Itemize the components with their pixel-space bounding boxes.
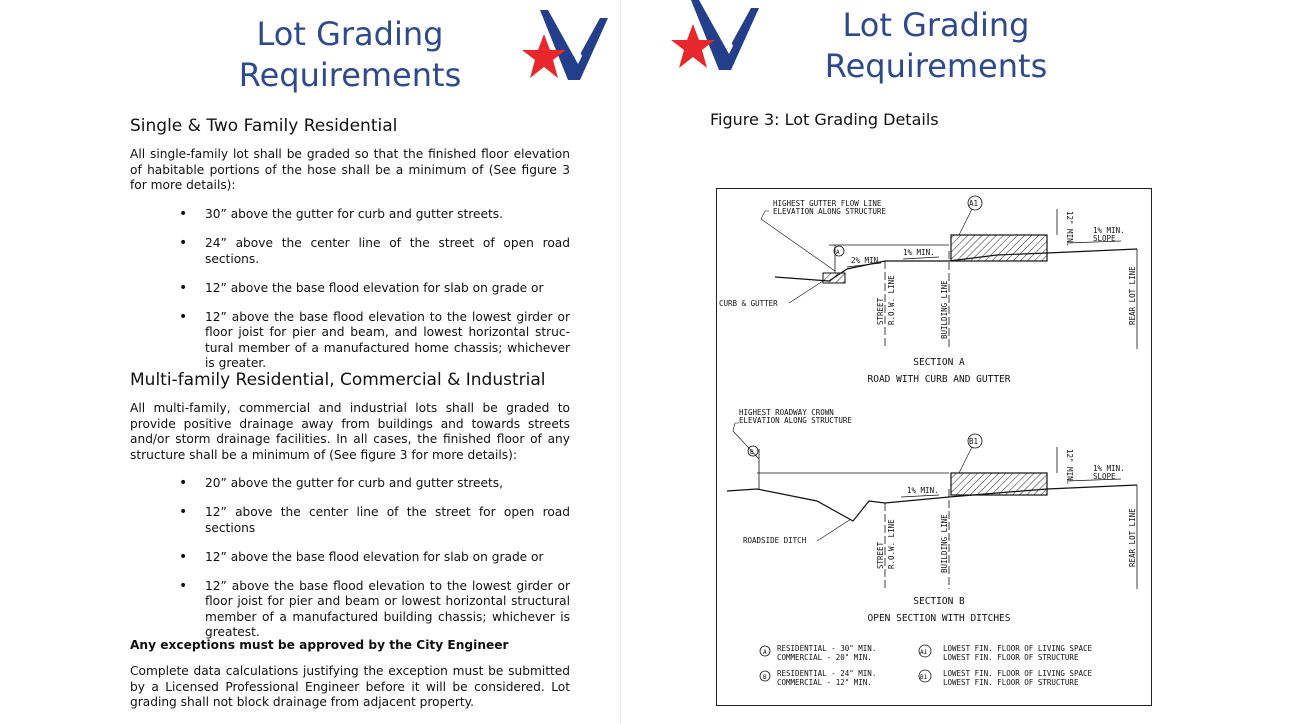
- section-a-dim-12-min: 12" MIN.: [1065, 211, 1074, 248]
- exceptions-heading: Any exceptions must be approved by the City Engineer: [130, 638, 509, 652]
- bullet-icon: •: [179, 235, 188, 251]
- section-a-marker-a1: A1: [969, 199, 979, 208]
- section-a-curb-gutter: CURB & GUTTER: [719, 299, 778, 308]
- legend-marker-a1: A1: [920, 649, 928, 656]
- section-a-callout-2: ELEVATION ALONG STRUCTURE: [773, 207, 886, 216]
- section-a-diagram: [761, 196, 1137, 349]
- section-b-callout-2: ELEVATION ALONG STRUCTURE: [739, 416, 852, 425]
- right-title-line2: Requirements: [824, 47, 1048, 85]
- legend-b1-line1: LOWEST FIN. FLOOR OF LIVING SPACE: [943, 669, 1093, 678]
- section-b-roadside-ditch: ROADSIDE DITCH: [743, 536, 807, 545]
- bullet-icon: •: [179, 504, 188, 520]
- section-b-rear-lot-line: REAR LOT LINE: [1128, 508, 1137, 567]
- legend-a1-line2: LOWEST FIN. FLOOR OF STRUCTURE: [943, 653, 1079, 662]
- city-logo-icon: [669, 0, 761, 80]
- list-item: • 12” above the center line of the street for open road sections: [179, 504, 570, 535]
- section-b-title: SECTION B: [913, 596, 965, 607]
- list-item: • 12” above the base flood elevation to the lowest girder or floor joist for pier and beam, and lowest horizontal struc-tural member of a manufactured home chassis; whichever is greater.: [179, 308, 570, 370]
- lot-grading-drawing: [716, 188, 1152, 706]
- list-item: • 30” above the gutter for curb and gutter streets.: [179, 206, 503, 222]
- section-b-slope-label: SLOPE: [1093, 472, 1116, 481]
- city-logo-icon: [518, 6, 610, 86]
- section1-bullet-list: [179, 206, 570, 385]
- bullet-icon: •: [179, 308, 188, 325]
- left-title-line1: Lot Grading: [256, 15, 444, 53]
- section-b-slope-1pct: 1% MIN.: [907, 486, 939, 495]
- left-page: [0, 0, 620, 724]
- list-item: • 20” above the gutter for curb and gutter streets,: [179, 475, 503, 491]
- section2-intro: All multi-family, commercial and industrial lots shall be graded to provide positive drainage away from buildings and towards streets and/or storm drainage facilities. In all cases, the finished floor of any structure shall be a minimum of (See figure 3 for more details):: [130, 401, 570, 462]
- section-a-rear-lot-line: REAR LOT LINE: [1128, 266, 1137, 325]
- legend-b1-line2: LOWEST FIN. FLOOR OF STRUCTURE: [943, 678, 1079, 687]
- section2-bullet-list: [179, 475, 570, 654]
- section-b-diagram: [727, 423, 1137, 589]
- legend-a1-line1: LOWEST FIN. FLOOR OF LIVING SPACE: [943, 644, 1093, 653]
- right-title-line1: Lot Grading: [842, 6, 1030, 44]
- section-a-slope-label: SLOPE: [1093, 234, 1116, 243]
- bullet-icon: •: [179, 206, 188, 222]
- legend-b-line2: COMMERCIAL - 12" MIN.: [777, 678, 872, 687]
- bullet-icon: •: [179, 548, 188, 565]
- section-b-row-line: R.O.W. LINE: [887, 519, 896, 569]
- section2-heading: Multi-family Residential, Commercial & Industrial: [130, 370, 546, 390]
- legend-marker-b: B: [763, 674, 767, 681]
- section-a-subtitle: ROAD WITH CURB AND GUTTER: [867, 374, 1011, 385]
- section-a-slope-min: 1% MIN.: [1093, 226, 1125, 235]
- legend-b-line1: RESIDENTIAL - 24" MIN.: [777, 669, 877, 678]
- section-a-slope-1pct: 1% MIN.: [903, 248, 935, 257]
- section1-heading: Single & Two Family Residential: [130, 116, 398, 136]
- section-a-slope-2pct: 2% MIN.: [851, 256, 883, 265]
- left-title-line2: Requirements: [238, 56, 462, 94]
- section-b-street-label: STREET: [876, 541, 885, 569]
- section-b-marker-b: B: [750, 449, 754, 456]
- section-b-slope-min: 1% MIN.: [1093, 464, 1125, 473]
- bullet-icon: •: [179, 475, 188, 491]
- section-a-building-line: BUILDING LINE: [940, 280, 949, 339]
- section-a-marker-a: A: [836, 249, 840, 256]
- legend-a-line1: RESIDENTIAL - 30" MIN.: [777, 644, 877, 653]
- bullet-icon: •: [179, 279, 188, 296]
- section-a-street-label: STREET: [876, 297, 885, 325]
- section-b-building-line: BUILDING LINE: [940, 514, 949, 573]
- bullet-icon: •: [179, 577, 188, 594]
- section-b-subtitle: OPEN SECTION WITH DITCHES: [867, 613, 1011, 624]
- section1-intro: All single-family lot shall be graded so that the finished floor elevation of habitable portions of the hose shall be a minimum of (See figure 3 for more details):: [130, 147, 570, 192]
- section-a-callout-1: HIGHEST GUTTER FLOW LINE: [773, 199, 882, 208]
- list-item: • 12” above the base flood elevation for slab on grade or: [179, 279, 544, 296]
- section-b-marker-b1: B1: [969, 437, 979, 446]
- list-item: • 12” above the base flood elevation for slab on grade or: [179, 548, 544, 565]
- section-a-row-line: R.O.W. LINE: [887, 275, 896, 325]
- list-item: • 12” above the base flood elevation to the lowest girder or floor joist for pier and beam or lowest horizontal structural member of a manufactured building chassis; whichever is greatest.: [179, 577, 570, 639]
- exceptions-text: Complete data calculations justifying the exception must be submitted by a Licensed Professional Engineer before it will be considered. Lot grading shall not block drainage from adjacent property.: [130, 664, 570, 709]
- section-b-dim-12-min: 12" MIN.: [1065, 449, 1074, 486]
- figure-caption: Figure 3: Lot Grading Details: [710, 110, 939, 129]
- left-page-title: [180, 14, 520, 96]
- right-page-title: [766, 5, 1106, 87]
- legend-marker-a: A: [763, 649, 767, 656]
- legend-a-line2: COMMERCIAL - 20" MIN.: [777, 653, 872, 662]
- section-a-title: SECTION A: [913, 357, 965, 368]
- legend-marker-b1: B1: [920, 674, 928, 681]
- section-b-callout-1: HIGHEST ROADWAY CROWN: [739, 408, 834, 417]
- list-item: • 24” above the center line of the street of open road sections.: [179, 235, 570, 266]
